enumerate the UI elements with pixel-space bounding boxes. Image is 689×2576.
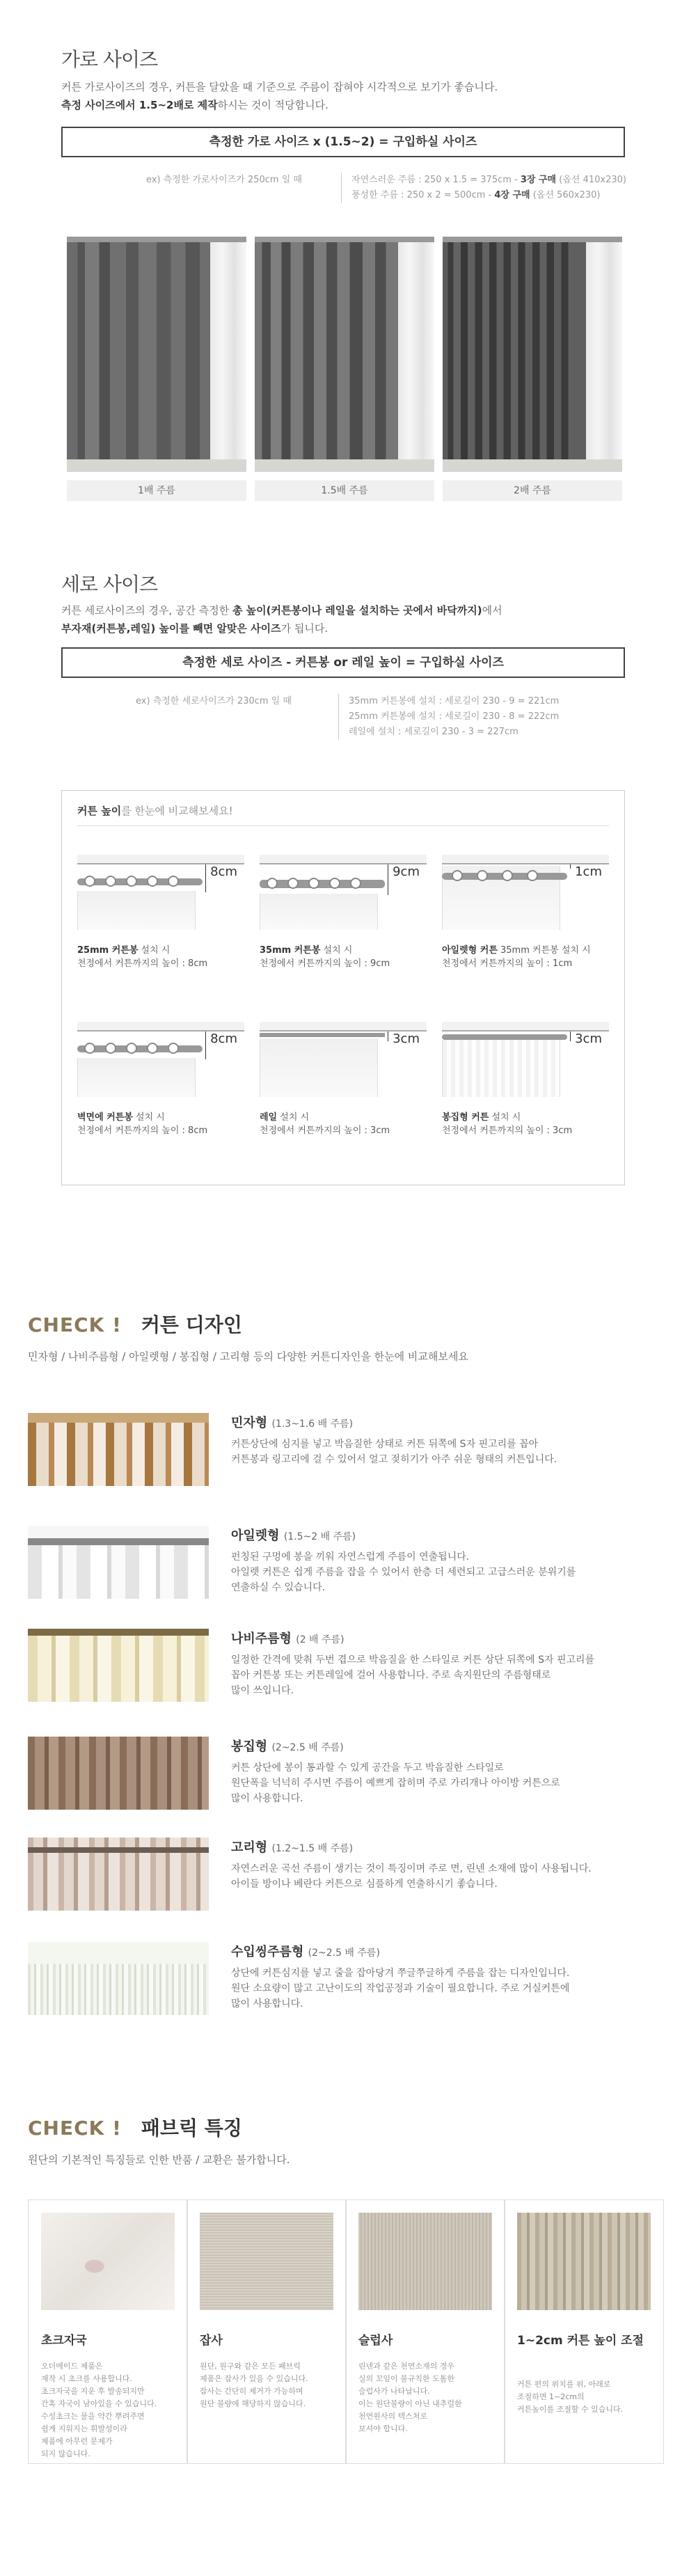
desc-line: 수성초크는 물을 약간 뿌려주면 [41,2412,145,2421]
caption-bold: 25mm 커튼봉 [77,945,138,956]
ring [147,1043,158,1054]
desc-line: 펀칭된 구멍에 봉을 끼워 자연스럽게 주름이 연출됩니다. [231,1551,470,1563]
height-example-line: 레일에 설치 : 세로길이 230 - 3 = 227cm [349,727,518,737]
design-item-ratio: (2~2.5 배 주름) [308,1947,380,1959]
caption-sub: 천정에서 커튼까지의 높이 : 8cm [77,958,208,969]
height-desc-line1 [61,601,646,619]
ceiling [442,855,609,864]
measure-label: 1cm [575,864,602,879]
design-item-ratio: (2~2.5 배 주름) [271,1742,344,1753]
caption-rest: 설치 시 [320,945,353,956]
design-item-desc [231,1861,670,1892]
measure-line [570,864,571,869]
fabric-card-title: 슬럽사 [358,2334,393,2348]
caption-25mm-rod [77,944,244,970]
width-desc [61,78,646,114]
hook-adjust-photo [517,2213,651,2310]
rod-pocket-photo [28,1737,209,1810]
height-desc-a: 커튼 세로사이즈의 경우, 공간 측정한 [61,604,232,617]
curtain-photo-2x [443,237,622,472]
design-item-ratio: (1.3~1.6 배 주름) [271,1419,354,1430]
height-desc [61,601,646,638]
curtain-rail [443,237,622,242]
caption-sub: 천정에서 커튼까지의 높이 : 9cm [260,958,390,969]
design-item-desc [231,1652,670,1698]
caption-rest: 설치 시 [138,945,171,956]
caption-bold: 봉집형 커튼 [442,1112,489,1123]
caption-title [77,1111,244,1124]
caption-rest: 설치 시 [277,1112,310,1123]
caption-rest: 35mm 커튼봉 설치 시 [497,945,591,956]
ceiling [260,1022,427,1032]
fabric-card-title: 잡사 [200,2334,223,2348]
diagram-wall-rod [77,1022,244,1097]
height-compare-box [61,790,625,1185]
curtain-rod [77,878,203,885]
desc-line: 많이 사용합니다. [231,1793,303,1804]
ceiling [260,855,427,864]
caption-bold: 레일 [260,1112,278,1123]
fabric-heading [28,2113,242,2141]
desc-line: 린넨과 같은 천연소재의 경우 [358,2362,455,2371]
caption-eyelet [442,944,609,970]
design-item-title [231,1526,356,1544]
measure-line [205,1032,206,1059]
diagram-35mm-rod [260,855,427,930]
rod [28,1847,209,1853]
desc-line: 오더메이드 제품은 [41,2362,103,2371]
compare-header-rest: 를 한눈에 비교해보세요! [121,805,233,817]
design-item-ratio: (1.5~2 배 주름) [283,1531,356,1542]
height-example-left: ex) 측정한 세로사이즈가 230cm 일 때 [136,696,292,706]
height-formula: 측정한 세로 사이즈 - 커튼봉 or 레일 높이 = 구입하실 사이즈 [61,647,625,678]
desc-line: 아일렛 커튼은 쉽게 주름을 잡을 수 있어서 한층 더 세련되고 고급스러운 분위기를 [231,1567,576,1578]
curtain-fabric [260,894,378,930]
caption-title [77,944,244,957]
measure-line [570,1032,571,1041]
curtain-photo-1-5x [255,237,434,472]
ring [287,878,299,889]
design-item-name: 민자형 [231,1416,268,1430]
compare-divider [77,825,609,826]
design-heading [28,1310,242,1338]
caption-sub: 천정에서 커튼까지의 높이 : 8cm [77,1125,208,1136]
design-item-desc [231,1437,670,1467]
measure-label: 3cm [393,1032,420,1046]
design-item-name: 봉집형 [231,1739,268,1754]
curtain-fabric [442,1040,560,1097]
desc-line: 슬럽사가 나타납니다. [358,2387,430,2396]
ring [84,1043,95,1054]
height-desc2-b: 부자재(커튼봉,레일) 높이를 빼면 알맞은 사이즈 [61,622,281,635]
desc-line: 상단에 커튼심지를 넣고 줄을 잡아당겨 쭈글쭈글하게 주름을 잡는 디자인입니다. [231,1968,570,1979]
caption-sub: 천정에서 커튼까지의 높이 : 1cm [442,958,573,969]
fabric-card-desc [358,2360,498,2435]
floor [67,459,246,472]
design-item-desc [231,1760,670,1806]
desc-line: 커튼상단에 심지를 넣고 박음질한 상태로 커튼 뒤쪽에 S자 핀고리를 꼽아 [231,1439,539,1450]
rod [28,1629,209,1636]
ring [126,876,137,887]
caption-bold: 35mm 커튼봉 [260,945,321,956]
width-example-right [341,173,626,203]
desc-line: 천연원사의 텍스처로 [358,2412,428,2421]
curtain-fabric [77,891,196,930]
compare-header-bold: 커튼 높이 [77,805,122,817]
caption-title [260,1111,427,1124]
ring [105,1043,116,1054]
curtain-rod [442,1034,567,1040]
butterfly-pleat-photo [28,1629,209,1702]
design-item-title [231,1629,344,1647]
fabric-card-slub [345,2199,505,2464]
desc-line: 원단폭을 넉넉히 주시면 주름이 예쁘게 잡히며 주로 가리개나 아이방 커튼으로 [231,1778,560,1789]
ring [168,1043,179,1054]
floor [255,459,434,472]
width-desc-rest: 하시는 것이 적당합니다. [217,99,328,111]
measure-label: 9cm [393,864,420,879]
design-title: 커튼 디자인 [141,1313,242,1336]
desc-line: 원단 소요량이 많고 고난이도의 작업공정과 기술이 필요합니다. 주로 거실커튼에 [231,1983,570,1994]
sheer-curtain [398,242,434,472]
height-desc-line2 [61,619,646,638]
desc-line: 커튼높이를 조절할 수 있습니다. [517,2405,624,2414]
desc-line: 원단, 원구와 같은 모든 패브릭 [200,2362,301,2371]
ceiling [77,1022,244,1032]
caption-rest: 설치 시 [132,1112,165,1123]
width-desc-bold: 측정 사이즈에서 1.5~2배로 제작 [61,99,218,111]
desc-line: 제품에 아무런 문제가 [41,2437,113,2446]
caption-title [442,1111,609,1124]
width-desc-line1: 커튼 가로사이즈의 경우, 커튼을 달았을 때 기준으로 주름이 잡혀야 시각적으로 보기가 좋습니다. [61,81,498,93]
eyelet-ring [527,870,538,881]
height-desc-b: 총 높이(커튼봉이나 레일을 설치하는 곳에서 바닥까지) [232,604,482,617]
eyelet-ring [477,870,488,881]
height-desc-c: 에서 [482,604,502,617]
design-item-desc [231,1966,670,2012]
desc-line: 실의 꼬임이 불규칙한 도톰한 [358,2374,455,2383]
measure-label: 3cm [575,1032,602,1046]
rod [28,1538,209,1545]
fabric-title: 패브릭 특징 [141,2117,242,2140]
shirred-pleat-photo [28,1942,209,2015]
width-example-line2 [351,188,626,203]
caption-2x: 2배 주름 [443,480,622,501]
ceiling [77,855,244,864]
fabric-card-desc [517,2378,656,2416]
desc-line: 간혹 자국이 남아있을 수 있습니다. [41,2399,157,2408]
design-item-title [231,1838,353,1856]
desc-line: 재작 시 초크를 사용합니다. [41,2374,132,2383]
caption-1-5x: 1.5배 주름 [255,480,434,501]
width-ex2-c: (옵션 560x230) [530,190,601,200]
desc-line: 되지 않습니다. [41,2449,90,2458]
caption-rest: 설치 시 [489,1112,521,1123]
design-item-desc [231,1549,670,1595]
diagram-25mm-rod [77,855,244,930]
stray-thread-photo [200,2213,333,2310]
caption-35mm-rod [260,944,427,970]
caption-rail [260,1111,427,1137]
width-ex1-c: (옵션 410x230) [556,175,626,185]
desc-line: 연출하실 수 있습니다. [231,1582,326,1593]
desc-line: 초크자국을 지운 후 발송되지만 [41,2387,145,2396]
measure-line [205,864,206,892]
caption-bold: 벽면에 커튼봉 [77,1112,133,1123]
design-subtitle: 민자형 / 나비주름형 / 아일렛형 / 봉집형 / 고리형 등의 다양한 커튼디자인을 한눈에 비교해보세요 [28,1350,468,1363]
design-item-name: 고리형 [231,1840,268,1855]
curtain-fabric [77,1058,196,1097]
design-item-ratio: (1.2~1.5 배 주름) [271,1843,354,1854]
desc-line: 아이들 방이나 베란다 커튼으로 심플하게 연출하시기 좋습니다. [231,1879,498,1890]
eyelet-photo [28,1526,209,1599]
ring [168,876,179,887]
ring [126,1043,137,1054]
caption-sub: 천정에서 커튼까지의 높이 : 3cm [442,1125,573,1136]
eyelet-ring [502,870,513,881]
design-item-title [231,1413,353,1431]
fabric-subtitle: 원단의 기본적인 특징들로 인한 반품 / 교환은 불가합니다. [28,2154,290,2166]
ring [329,878,340,889]
chalk-mark-photo [41,2213,175,2310]
desc-line: 많이 쓰입니다. [231,1685,294,1696]
check-label: CHECK ! [28,1313,122,1336]
ring [350,878,361,889]
width-desc-line2 [61,96,646,114]
ring [105,876,116,887]
caption-sub: 천정에서 커튼까지의 높이 : 3cm [260,1125,390,1136]
fabric-card-desc [41,2360,180,2460]
desc-line: 잡사는 간단히 제거가 가능하며 [200,2387,303,2396]
ring [147,876,158,887]
tab-top-photo [28,1838,209,1911]
pinch-pleat-photo [28,1413,209,1486]
diagram-rod-pocket [442,1022,609,1097]
measure-label: 8cm [210,864,237,879]
design-item-title [231,1737,344,1755]
height-section-title: 세로 사이즈 [61,573,158,596]
desc-line: 원단 불량에 해당하지 않습니다. [200,2399,306,2408]
design-item-name: 수입씽주름형 [231,1945,304,1959]
width-ex2-b: 4장 구매 [494,190,530,200]
sheer-curtain [210,242,246,472]
fabric-card-chalk [28,2199,188,2464]
width-ex1-b: 3장 구매 [520,175,557,185]
caption-bold: 아일렛형 커튼 [442,945,498,956]
fabric-card-title: 1~2cm 커튼 높이 조절 [517,2334,644,2348]
design-item-ratio: (2 배 주름) [296,1634,344,1645]
desc-line: 커튼 편의 위치를 위, 아래로 [517,2380,611,2389]
fabric-card-desc [200,2360,339,2410]
design-item-name: 아일렛형 [231,1528,280,1543]
height-example-right [338,694,559,740]
curtain-rail [67,237,246,242]
design-item-name: 나비주름형 [231,1631,292,1646]
caption-wall-rod [77,1111,244,1137]
measure-label: 8cm [210,1032,237,1046]
ring [267,878,278,889]
caption-1x: 1배 주름 [67,480,246,501]
width-ex1-a: 자연스러운 주름 : 250 x 1.5 = 375cm - [351,175,521,185]
caption-title [442,944,609,957]
width-formula: 측정한 가로 사이즈 x (1.5~2) = 구입하실 사이즈 [61,127,625,157]
floor [443,459,622,472]
compare-header [77,803,233,818]
desc-line: 이는 원단불량이 아닌 내추럴한 [358,2399,462,2408]
height-desc2-c: 가 됩니다. [280,622,328,635]
caption-rod-pocket [442,1111,609,1137]
slub-yarn-photo [358,2213,492,2310]
diagram-eyelet [442,855,609,930]
eyelet-ring [452,870,463,881]
design-item-title [231,1942,380,1960]
width-section-title: 가로 사이즈 [61,48,158,71]
check-label: CHECK ! [28,2117,122,2140]
ring [308,878,319,889]
curtain-rail [255,237,434,242]
width-example-line1 [351,173,626,188]
desc-line: 제품은 잡사가 있을 수 있습니다. [200,2374,308,2383]
diagram-rail [260,1022,427,1097]
curtain-photo-1x [67,237,246,472]
fabric-card-stray-thread [187,2199,347,2464]
height-example-line: 25mm 커튼봉에 설치 : 세로길이 230 - 8 = 222cm [349,711,560,722]
curtain-fabric [260,1038,378,1097]
desc-line: 자연스러운 곡선 주름이 생기는 것이 특징이며 주로 면, 린넨 소재에 많이 사용됩니다. [231,1863,592,1874]
curtain-rail [260,1033,385,1037]
width-example-left: ex) 측정한 가로사이즈가 250cm 일 때 [146,175,302,185]
desc-line: 꼽아 커튼봉 또는 커튼레일에 걸어 사용합니다. 주로 속지원단의 주름형태로 [231,1670,551,1681]
height-example-line: 35mm 커튼봉에 설치 : 세로길이 230 - 9 = 221cm [349,696,560,706]
desc-line: 조절하면 1~2cm의 [517,2392,585,2401]
curtain-rod [260,880,385,888]
fabric-card-height-adjust [504,2199,664,2464]
ceiling [442,1022,609,1032]
sheer-curtain [586,242,622,472]
fabric-card-title: 초크자국 [41,2334,87,2348]
desc-line: 커튼봉과 링고리에 걸 수 있어서 얼고 젖히기가 아주 쉬운 형태의 커튼입니다. [231,1454,557,1465]
desc-line: 일정한 간격에 맞춰 두번 겹으로 박음질을 한 스타일로 커튼 상단 뒤쪽에 S자 핀고리를 [231,1654,595,1666]
desc-line: 커튼 상단에 봉이 통과할 수 있게 공간을 두고 박음질한 스타일로 [231,1762,504,1773]
curtain-rod [77,1045,203,1052]
caption-title [260,944,427,957]
desc-line: 많이 사용합니다. [231,1998,303,2009]
width-ex2-a: 풍성한 주름 : 250 x 2 = 500cm - [351,190,495,200]
desc-line: 보셔야 합니다. [358,2424,408,2433]
ring [84,876,95,887]
desc-line: 쉽게 지워지는 휘발성이라 [41,2424,127,2433]
